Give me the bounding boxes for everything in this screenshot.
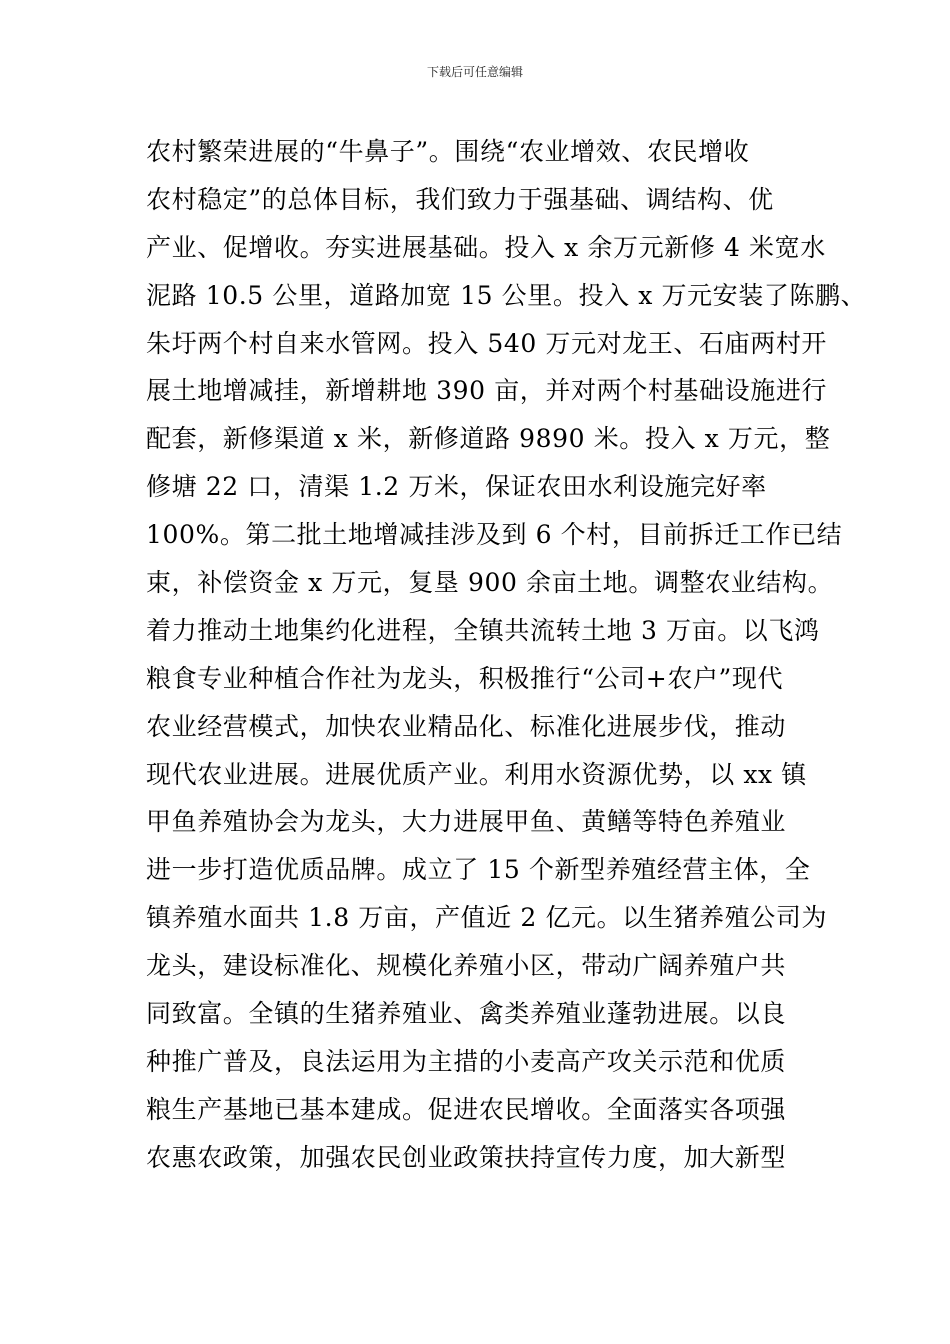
body-line: 进一步打造优质品牌。成立了 15 个新型养殖经营主体，全 (146, 855, 811, 885)
body-line: 束，补偿资金 x 万元，复垦 900 余亩土地。调整农业结构。 (146, 568, 834, 598)
body-line: 现代农业进展。进展优质产业。利用水资源优势，以 xx 镇 (146, 759, 807, 789)
body-line: 产业、促增收。夯实进展基础。投入 x 余万元新修 4 米宽水 (146, 232, 826, 262)
body-line: 修塘 22 口，清渠 1.2 万米，保证农田水利设施完好率 (146, 472, 767, 502)
page-header: 下载后可任意编辑 (426, 65, 523, 79)
body-line: 农业经营模式，加快农业精品化、标准化进展步伐，推动 (146, 711, 787, 741)
document-body (146, 128, 866, 1182)
body-line: 甲鱼养殖协会为龙头，大力进展甲鱼、黄鳝等特色养殖业 (146, 807, 787, 837)
body-line: 农村稳定”的总体目标，我们致力于强基础、调结构、优 (146, 184, 774, 214)
body-line: 展土地增减挂，新增耕地 390 亩，并对两个村基础设施进行 (146, 376, 828, 406)
body-line: 农惠农政策，加强农民创业政策扶持宣传力度，加大新型 (146, 1142, 787, 1172)
body-line: 粮食专业种植合作社为龙头，积极推行“公司+农户”现代 (146, 663, 784, 693)
body-line: 配套，新修渠道 x 米，新修道路 9890 米。投入 x 万元，整 (146, 424, 831, 454)
body-line: 粮生产基地已基本建成。促进农民增收。全面落实各项强 (146, 1094, 787, 1124)
body-line: 种推广普及，良法运用为主措的小麦高产攻关示范和优质 (146, 1046, 787, 1076)
body-line: 100%。第二批土地增减挂涉及到 6 个村，目前拆迁工作已结 (146, 520, 843, 550)
body-line: 龙头，建设标准化、规模化养殖小区，带动广阔养殖户共 (146, 951, 787, 981)
body-line: 同致富。全镇的生猪养殖业、禽类养殖业蓬勃进展。以良 (146, 999, 787, 1029)
body-line: 农村繁荣进展的“牛鼻子”。围绕“农业增效、农民增收 (146, 137, 750, 166)
body-line: 泥路 10.5 公里，道路加宽 15 公里。投入 x 万元安装了陈鹏、 (146, 280, 867, 310)
body-line: 镇养殖水面共 1.8 万亩，产值近 2 亿元。以生猪养殖公司为 (146, 903, 828, 933)
body-line: 朱圩两个村自来水管网。投入 540 万元对龙王、石庙两村开 (146, 328, 828, 358)
body-line: 着力推动土地集约化进程，全镇共流转土地 3 万亩。以飞鸿 (146, 615, 820, 645)
